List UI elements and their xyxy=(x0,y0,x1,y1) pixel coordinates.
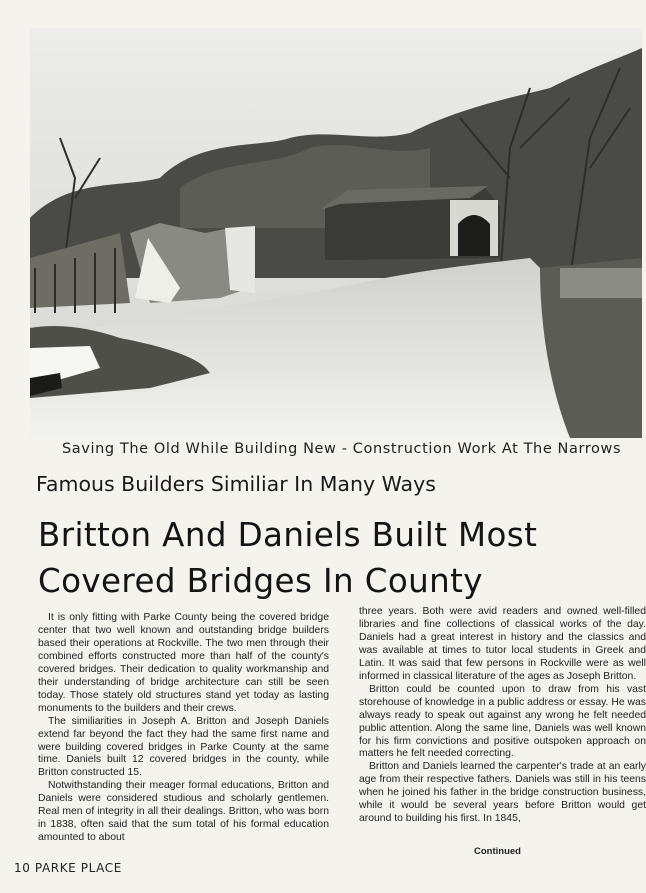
kicker-headline: Famous Builders Similiar In Many Ways xyxy=(36,472,436,496)
article-headline xyxy=(38,512,638,604)
continued-label: Continued xyxy=(474,846,521,857)
photo-caption: Saving The Old While Building New - Construction Work At The Narrows xyxy=(62,441,622,457)
headline-line-1: Britton And Daniels Built Most xyxy=(38,516,538,554)
paragraph: Britton and Daniels learned the carpenter's trade at an early age from their respective fathers. Daniels was still in his teens when he joined his father in the bridge construction business, while it would be several years before Britton would get around to building his first. In 1845, xyxy=(359,761,646,825)
paragraph: It is only fitting with Parke County being the covered bridge center that two well known and outstanding bridge builders based their operations at Rockville. The two men through their combined efforts constructed more than half of the county's covered bridges. Their dedication to quality workmanship and their understanding of bridge architecture can still be seen today. Those stately old structures stand yet today as lasting monuments to the builders and their crews. xyxy=(38,612,329,714)
paragraph: The similiarities in Joseph A. Britton and Joseph Daniels extend far beyond the fact they had the same first name and were building covered bridges in Parke County at the same time. Daniels built 12 covered bridges in the county, while Britton constructed 15. xyxy=(38,715,329,779)
article-column-right xyxy=(359,606,646,826)
paragraph: Notwithstanding their meager formal educations, Britton and Daniels were considered studious and scholarly gentlemen. Real men of integrity in all their dealings. Britton, who was born in 1838, often said that the sum total of his formal education amounted to about xyxy=(38,780,329,844)
paragraph: three years. Both were avid readers and owned well-filled libraries and fine collections of classical works of the day. Daniels had a great interest in history and the classics and was available at times to tutor local students in Greek and Latin. It was said that few persons in Rockville were as well informed in classical literature of the ages as Joseph Britton. xyxy=(359,606,646,682)
paragraph: Britton could be counted upon to draw from his vast storehouse of knowledge in a public address or essay. He was always ready to speak out against any wrong he felt needed public attention. Along the same line, Daniels was well known for his firm convictions and positive outspoken approach on matters he felt needed correcting. xyxy=(359,683,646,760)
covered-bridge-photo xyxy=(30,28,642,438)
article-column-left xyxy=(38,612,329,845)
page-folio: 10 PARKE PLACE xyxy=(14,861,122,875)
headline-line-2: Covered Bridges In County xyxy=(38,562,483,600)
photo-illustration xyxy=(30,28,642,438)
